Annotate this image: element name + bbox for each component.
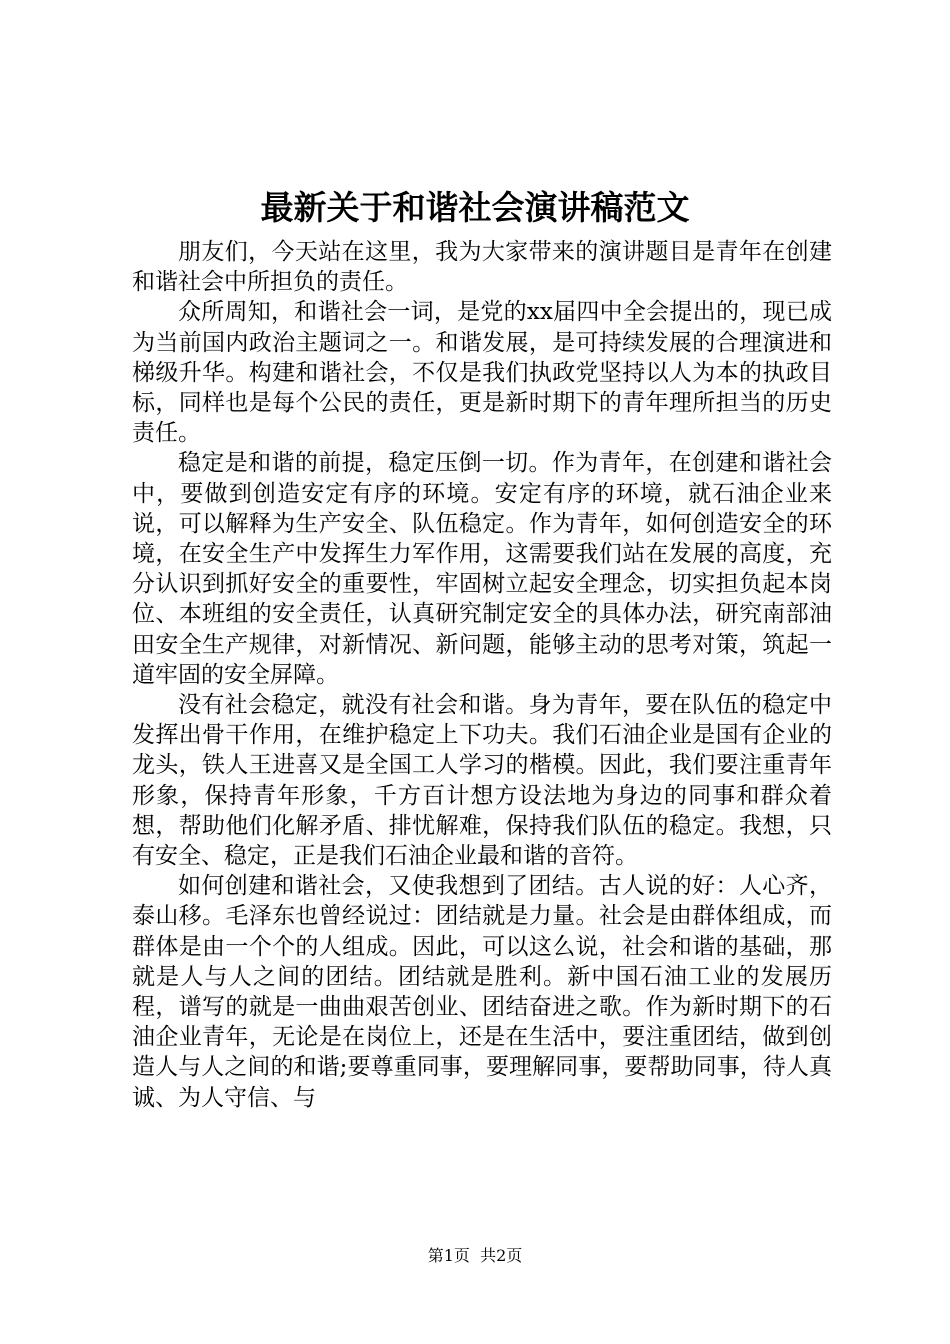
paragraph-3: 稳定是和谐的前提，稳定压倒一切。作为青年，在创建和谐社会中，要做到创造安定有序的环境。安定有序的环境，就石油企业来说，可以解释为生产安全、队伍稳定。作为青年，如何创造安全的环境，在安全生产中发挥生力军作用，这需要我们站在发展的高度，充分认识到抓好安全的重要性，牢固树立起安全理念，切实担负起本岗位、本班组的安全责任，认真研究制定安全的具体办法，研究南部油田安全生产规律，对新情况、新问题，能够主动的思考对策，筑起一道牢固的安全屏障。: [132, 450, 832, 688]
paragraph-4: 没有社会稳定，就没有社会和谐。身为青年，要在队伍的稳定中发挥出骨干作用，在维护稳定上下功夫。我们石油企业是国有企业的龙头，铁人王进喜又是全国工人学习的楷模。因此，我们要注重青年形象，保持青年形象，千方百计想方设法地为身边的同事和群众着想，帮助他们化解矛盾、排忧解难，保持我们队伍的稳定。我想，只有安全、稳定，正是我们石油企业最和谐的音符。: [132, 692, 832, 870]
document-body: [132, 237, 832, 1113]
paragraph-5: 如何创建和谐社会，又使我想到了团结。古人说的好：人心齐，泰山移。毛泽东也曾经说过：团结就是力量。社会是由群体组成，而群体是由一个个的人组成。因此，可以这么说，社会和谐的基础，那就是人与人之间的团结。团结就是胜利。新中国石油工业的发展历程，谱写的就是一曲曲艰苦创业、团结奋进之歌。作为新时期下的石油企业青年，无论是在岗位上，还是在生活中，要注重团结，做到创造人与人之间的和谐;要尊重同事，要理解同事，要帮助同事，待人真诚、为人守信、与: [132, 873, 832, 1111]
document-title: 最新关于和谐社会演讲稿范文: [260, 188, 690, 227]
paragraph-2: 众所周知，和谐社会一词，是党的xx届四中全会提出的，现已成为当前国内政治主题词之一。和谐发展，是可持续发展的合理演进和梯级升华。构建和谐社会，不仅是我们执政党坚持以人为本的执政目标，同样也是每个公民的责任，更是新时期下的青年理所担当的历史责任。: [132, 299, 832, 447]
page-footer: 第1页 共2页: [427, 1246, 523, 1265]
paragraph-1: 朋友们，今天站在这里，我为大家带来的演讲题目是青年在创建和谐社会中所担负的责任。: [132, 239, 832, 296]
